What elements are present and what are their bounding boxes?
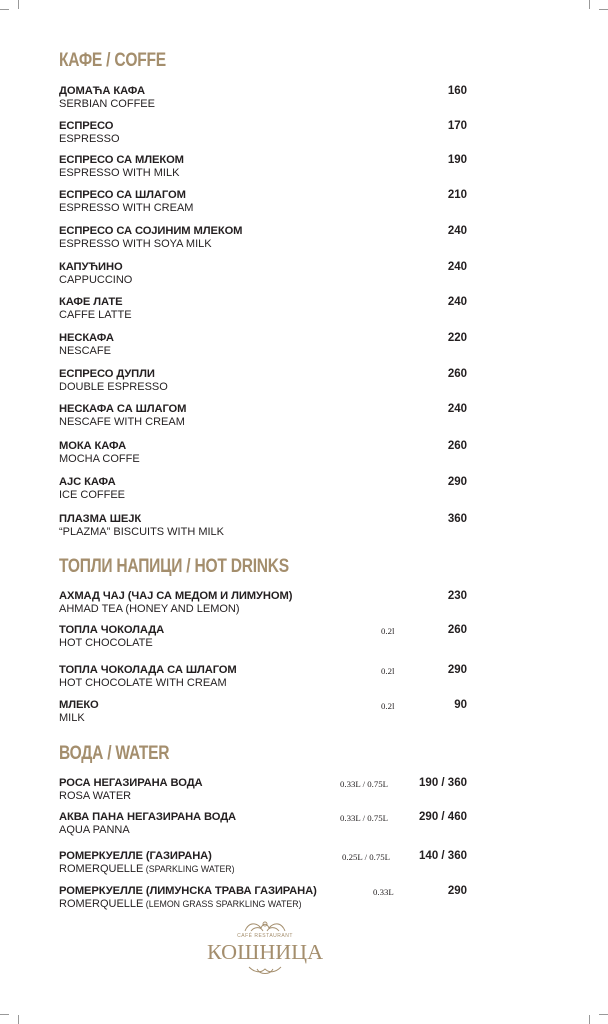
kosnica-logo (205, 917, 325, 977)
crop-mark (0, 9, 9, 10)
item-price: 290 (447, 664, 467, 676)
item-name-en: AQUA PANNA (59, 824, 130, 836)
item-name-en: AHMAD TEA (HONEY AND LEMON) (59, 603, 240, 615)
item-name-en-main: ROMERQUELLE (59, 898, 144, 910)
item-price: 160 (447, 85, 467, 97)
item-name-en: MILK (59, 712, 85, 724)
item-name-en: ROSA WATER (59, 790, 132, 802)
item-price: 90 (454, 699, 467, 711)
menu-item (59, 368, 479, 394)
menu-item (59, 154, 479, 180)
item-price: 260 (447, 368, 467, 380)
item-name: ДОМАЋА КАФА (59, 85, 145, 97)
item-volume: 0.33L (373, 887, 394, 897)
menu-item (59, 85, 479, 111)
item-name: ЕСПРЕСО ДУПЛИ (59, 368, 155, 380)
item-price: 230 (447, 590, 467, 602)
item-price: 260 (447, 440, 467, 452)
item-name-en: NESCAFE (59, 345, 111, 357)
item-name: КАФЕ ЛАТЕ (59, 296, 123, 308)
item-price: 240 (447, 225, 467, 237)
crop-mark (599, 1014, 608, 1015)
item-name: ЕСПРЕСО (59, 120, 114, 132)
item-price: 290 (447, 885, 467, 897)
item-price: 240 (447, 403, 467, 415)
logo-name: КОШНИЦА (207, 940, 324, 964)
menu-item (59, 699, 479, 725)
item-name: АЈС КАФА (59, 476, 116, 488)
item-name: РОМЕРКУЕЛЛЕ (ГАЗИРАНА) (59, 850, 212, 862)
item-name-en: ESPRESSO WITH SOYA MILK (59, 238, 212, 250)
menu-item (59, 120, 479, 146)
crop-mark (18, 0, 19, 9)
menu-item (59, 664, 479, 690)
item-volume: 0.2l (381, 666, 395, 676)
item-price: 240 (447, 261, 467, 273)
item-volume: 0.2l (381, 701, 395, 711)
item-price: 190 / 360 (419, 777, 467, 789)
item-name: ЕСПРЕСО СА СОЈИНИМ МЛЕКОМ (59, 225, 243, 237)
item-name: АКВА ПАНА НЕГАЗИРАНА ВОДА (59, 811, 237, 823)
item-name-en (59, 863, 479, 876)
item-name: ТОПЛА ЧОКОЛАДА СА ШЛАГОМ (59, 664, 237, 676)
item-name-en: ESPRESSO (59, 133, 120, 145)
menu-item (59, 624, 479, 650)
item-volume: 0.33L / 0.75L (340, 813, 389, 823)
item-name: КАПУЋИНО (59, 261, 123, 273)
item-name-en: MOCHA COFFE (59, 453, 140, 465)
menu-item (59, 225, 479, 251)
section-title-coffee: КАФЕ / COFFE (59, 50, 166, 71)
menu-item (59, 440, 479, 466)
item-name: ТОПЛА ЧОКОЛАДА (59, 624, 165, 636)
menu-item (59, 189, 479, 215)
item-volume: 0.25L / 0.75L (342, 852, 391, 862)
item-price: 140 / 360 (419, 850, 467, 862)
menu-item (59, 850, 479, 876)
menu-item (59, 332, 479, 358)
item-name-en: ESPRESSO WITH CREAM (59, 202, 194, 214)
item-volume: 0.33L / 0.75L (340, 779, 389, 789)
item-price: 360 (447, 513, 467, 525)
item-price: 240 (447, 296, 467, 308)
item-price: 290 / 460 (419, 811, 467, 823)
menu-item (59, 513, 479, 539)
crop-mark (18, 1015, 19, 1024)
item-name-en: ICE COFFEE (59, 489, 126, 501)
menu-item (59, 403, 479, 429)
menu-item (59, 590, 479, 616)
item-name-en-main: ROMERQUELLE (59, 863, 144, 875)
item-name-en: HOT CHOCOLATE WITH CREAM (59, 677, 227, 689)
item-name: ПЛАЗМА ШЕЈК (59, 513, 142, 525)
menu-item (59, 261, 479, 287)
item-name-en: HOT CHOCOLATE (59, 637, 153, 649)
section-title-hot-drinks: ТОПЛИ НАПИЦИ / HOT DRINKS (59, 556, 289, 577)
item-volume: 0.2l (381, 626, 395, 636)
item-name-en: CAFFE LATTE (59, 309, 132, 321)
item-name: ЕСПРЕСО СА МЛЕКОМ (59, 154, 184, 166)
menu-item (59, 476, 479, 502)
item-name-en: SERBIAN COFFEE (59, 98, 155, 110)
item-name-en-note: (SPARKLING WATER) (143, 864, 235, 874)
crop-mark (599, 9, 608, 10)
crop-mark (589, 1015, 590, 1024)
item-name: ЕСПРЕСО СА ШЛАГОМ (59, 189, 186, 201)
item-name: РОМЕРКУЕЛЛЕ (ЛИМУНСКА ТРАВА ГАЗИРАНА) (59, 885, 317, 897)
item-name-en (59, 898, 479, 911)
item-price: 260 (447, 624, 467, 636)
section-title-water: ВОДА / WATER (59, 743, 170, 764)
item-name: МОКА КАФА (59, 440, 127, 452)
item-name: НЕСКАФА СА ШЛАГОМ (59, 403, 187, 415)
item-name: МЛЕКО (59, 699, 99, 711)
item-price: 170 (447, 120, 467, 132)
item-name-en-note: (LEMON GRASS SPARKLING WATER) (143, 899, 302, 909)
item-price: 210 (447, 189, 467, 201)
item-price: 190 (447, 154, 467, 166)
menu-item (59, 296, 479, 322)
item-name-en: ESPRESSO WITH MILK (59, 167, 180, 179)
item-name-en: NESCAFE WITH CREAM (59, 416, 185, 428)
item-name: РОСА НЕГАЗИРАНА ВОДА (59, 777, 203, 789)
item-price: 290 (447, 476, 467, 488)
item-name-en: “PLAZMA” BISCUITS WITH MILK (59, 526, 225, 538)
menu-item (59, 885, 479, 911)
menu-item (59, 811, 479, 837)
item-name: НЕСКАФА (59, 332, 114, 344)
logo-subtitle: CAFÉ RESTAURANT (237, 933, 293, 939)
item-price: 220 (447, 332, 467, 344)
crop-mark (589, 0, 590, 9)
item-name-en: DOUBLE ESPRESSO (59, 381, 168, 393)
menu-item (59, 777, 479, 803)
item-name: АХМАД ЧАЈ (ЧАЈ СА МЕДОМ И ЛИМУНОМ) (59, 590, 293, 602)
crop-mark (0, 1014, 9, 1015)
item-name-en: CAPPUCCINO (59, 274, 133, 286)
